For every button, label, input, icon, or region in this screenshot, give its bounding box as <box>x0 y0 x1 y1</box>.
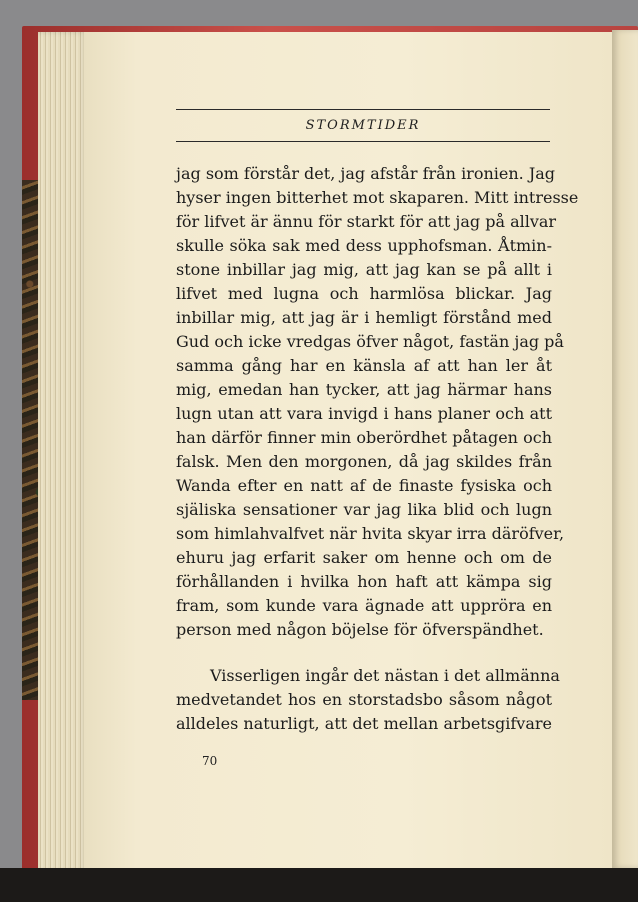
text-line: Wanda efter en natt af de finaste fysiska och <box>176 476 552 495</box>
text-line: ehuru jag erfarit saker om henne och om de <box>176 548 552 567</box>
facing-page-edge <box>612 30 638 868</box>
text-line: Gud och icke vredgas öfver något, fastän jag på <box>176 332 564 351</box>
text-line: alldeles naturligt, att det mellan arbetsgifvare <box>176 714 552 733</box>
header-rule-bottom <box>176 141 550 142</box>
text-line: skulle söka sak med dess upphofsman. Åtmin- <box>176 236 552 255</box>
text-line: mig, emedan han tycker, att jag härmar hans <box>176 380 552 399</box>
page-number: 70 <box>202 754 218 768</box>
text-line: medvetandet hos en storstadsbo såsom något <box>176 690 552 709</box>
background-shadow <box>0 868 638 902</box>
page-stack-edges <box>38 32 88 872</box>
text-line: samma gång har en känsla af att han ler åt <box>176 356 552 375</box>
text-line: person med någon böjelse för öfverspändhet. <box>176 620 544 639</box>
text-line: falsk. Men den morgonen, då jag skildes från <box>176 452 552 471</box>
text-line: stone inbillar jag mig, att jag kan se på allt i <box>176 260 552 279</box>
text-line: Visserligen ingår det nästan i det allmänna <box>210 666 560 685</box>
running-head: STORMTIDER <box>305 118 421 133</box>
text-line: han därför finner min oberördhet påtagen och <box>176 428 552 447</box>
text-line: jag som förstår det, jag afstår från ironien. Jag <box>176 164 556 183</box>
text-line: själiska sensationer var jag lika blid och lugn <box>176 500 552 519</box>
text-line: fram, som kunde vara ägnade att uppröra en <box>176 596 552 615</box>
text-line: lugn utan att vara invigd i hans planer och att <box>176 404 552 423</box>
text-line: förhållanden i hvilka hon haft att kämpa sig <box>176 572 552 591</box>
header-rule-top <box>176 109 550 110</box>
text-line: för lifvet är ännu för starkt för att jag på allvar <box>176 212 557 231</box>
text-line: lifvet med lugna och harmlösa blickar. Jag <box>176 284 552 303</box>
text-line: inbillar mig, att jag är i hemligt förstånd med <box>176 308 552 327</box>
text-line: hyser ingen bitterhet mot skaparen. Mitt intresse <box>176 188 579 207</box>
text-line: som himlahvalfvet när hvita skyar irra däröfver, <box>176 524 565 543</box>
